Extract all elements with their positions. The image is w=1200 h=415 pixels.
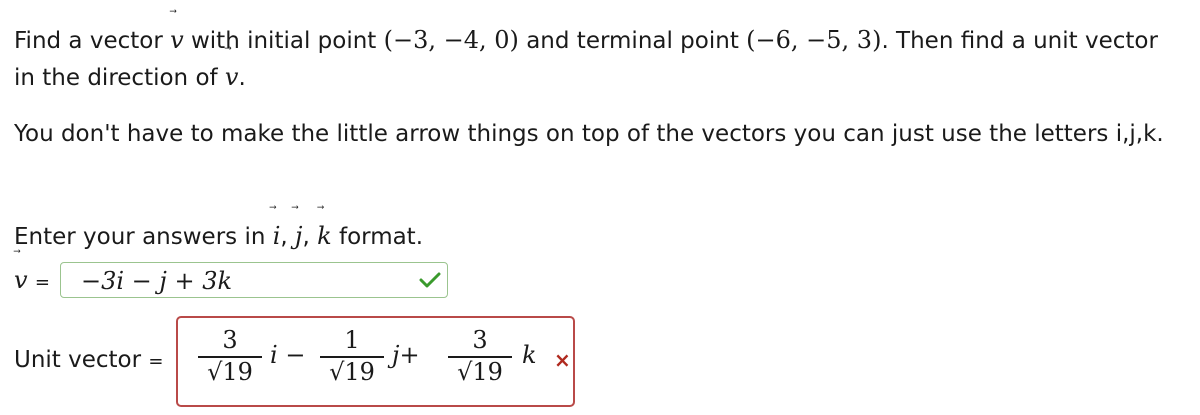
answer-v-value: −3i − j + 3k <box>81 267 233 295</box>
problem-text-5: . <box>238 65 246 91</box>
unit-vector-label: Unit vector <box>14 347 142 373</box>
initial-point: (−3, −4, 0) <box>383 26 519 54</box>
format-instruction: Enter your answers in i , j , k format. <box>14 218 423 255</box>
check-icon <box>419 271 441 293</box>
answer-unit-input[interactable]: 3 √19 i − 1 √19 j+ 3 √19 k × <box>176 316 575 407</box>
answer-v-input[interactable] <box>60 262 448 298</box>
unit-k: k <box>317 222 332 250</box>
vector-v: v <box>170 26 184 54</box>
problem-text-2: with initial point <box>183 28 384 54</box>
problem-text-4: . Then find a unit vector in the direction of <box>14 28 1158 91</box>
problem-statement <box>14 22 1184 96</box>
answer-v-label: v <box>14 266 28 294</box>
problem-text-1: Find a vector <box>14 28 171 54</box>
format-text-2: format. <box>331 224 424 250</box>
x-icon: × <box>554 348 571 372</box>
equals-sign: = <box>148 351 164 372</box>
vector-v: v <box>224 63 239 91</box>
format-text-1: Enter your answers in <box>14 224 273 250</box>
problem-text-3: and terminal point <box>518 28 747 54</box>
unit-j: j <box>295 222 303 250</box>
unit-i: i <box>272 222 281 250</box>
instruction-note: You don't have to make the little arrow things on top of the vectors you can just use the letters i,j,k. <box>14 121 1164 147</box>
equals-sign: = <box>34 272 50 293</box>
terminal-point: (−6, −5, 3) <box>746 26 882 54</box>
